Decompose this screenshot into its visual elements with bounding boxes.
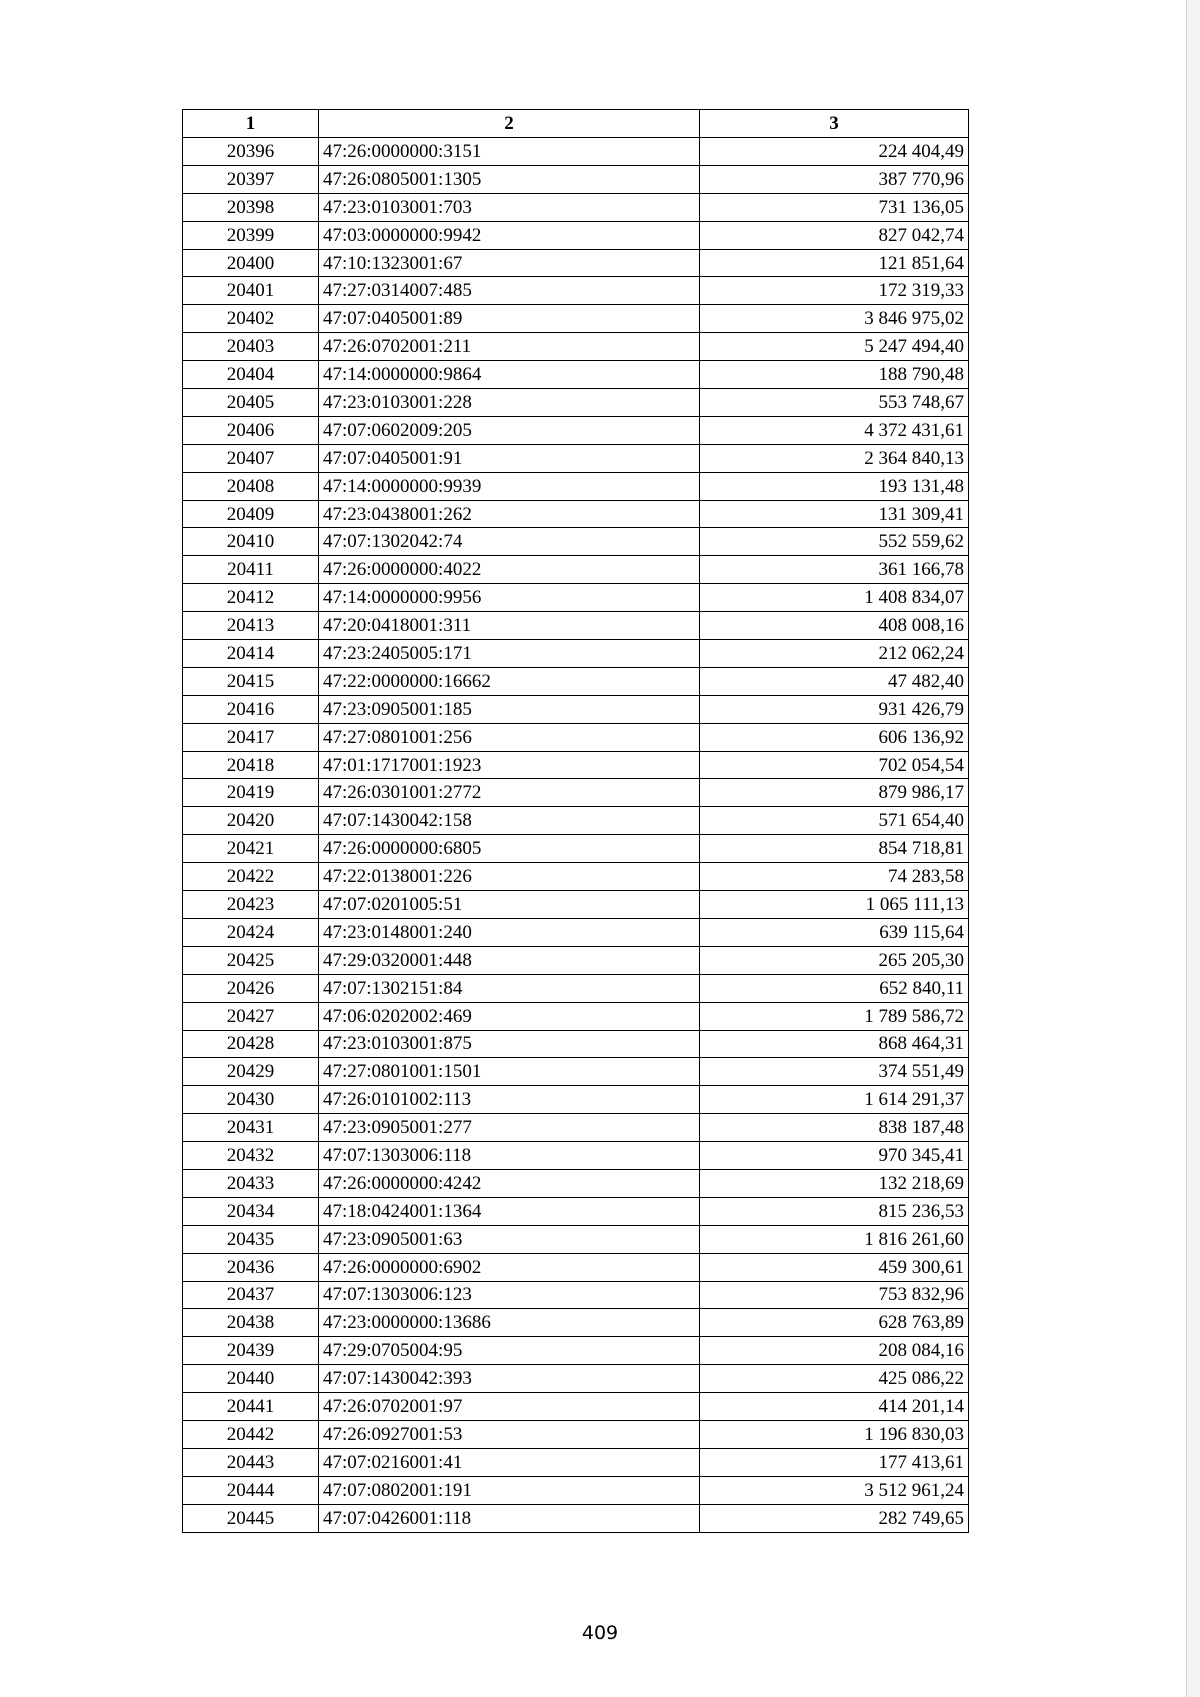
table-row	[183, 751, 969, 779]
row-number-cell: 20443	[183, 1448, 319, 1476]
page-number: 409	[581, 1622, 619, 1644]
cadastral-number-cell: 47:03:0000000:9942	[319, 221, 700, 249]
cadastral-number-cell: 47:26:0702001:97	[319, 1393, 700, 1421]
table-row	[183, 416, 969, 444]
value-cell: 4 372 431,61	[700, 416, 969, 444]
row-number-cell: 20430	[183, 1086, 319, 1114]
cadastral-number-cell: 47:26:0301001:2772	[319, 779, 700, 807]
column-header-1: 1	[183, 110, 319, 138]
table-row	[183, 1393, 969, 1421]
row-number-cell: 20421	[183, 835, 319, 863]
row-number-cell: 20399	[183, 221, 319, 249]
value-cell: 193 131,48	[700, 472, 969, 500]
value-cell: 1 816 261,60	[700, 1225, 969, 1253]
value-cell: 970 345,41	[700, 1142, 969, 1170]
table-body	[183, 138, 969, 1533]
value-cell: 47 482,40	[700, 667, 969, 695]
table-row	[183, 1114, 969, 1142]
cadastral-number-cell: 47:07:1302151:84	[319, 974, 700, 1002]
cadastral-number-cell: 47:07:1303006:118	[319, 1142, 700, 1170]
value-cell: 1 065 111,13	[700, 891, 969, 919]
value-cell: 731 136,05	[700, 193, 969, 221]
table-row	[183, 138, 969, 166]
value-cell: 224 404,49	[700, 138, 969, 166]
value-cell: 132 218,69	[700, 1169, 969, 1197]
cadastral-number-cell: 47:22:0138001:226	[319, 863, 700, 891]
cadastral-number-cell: 47:26:0000000:6805	[319, 835, 700, 863]
cadastral-number-cell: 47:27:0801001:1501	[319, 1058, 700, 1086]
row-number-cell: 20406	[183, 416, 319, 444]
value-cell: 208 084,16	[700, 1337, 969, 1365]
cadastral-number-cell: 47:23:0000000:13686	[319, 1309, 700, 1337]
value-cell: 459 300,61	[700, 1253, 969, 1281]
cadastral-number-cell: 47:23:0148001:240	[319, 918, 700, 946]
row-number-cell: 20425	[183, 946, 319, 974]
value-cell: 868 464,31	[700, 1030, 969, 1058]
value-cell: 3 846 975,02	[700, 305, 969, 333]
row-number-cell: 20434	[183, 1197, 319, 1225]
table-row	[183, 1420, 969, 1448]
cadastral-number-cell: 47:20:0418001:311	[319, 612, 700, 640]
cadastral-number-cell: 47:07:1303006:123	[319, 1281, 700, 1309]
value-cell: 571 654,40	[700, 807, 969, 835]
cadastral-number-cell: 47:23:2405005:171	[319, 640, 700, 668]
value-cell: 282 749,65	[700, 1504, 969, 1532]
cadastral-number-cell: 47:06:0202002:469	[319, 1002, 700, 1030]
table-row	[183, 1448, 969, 1476]
row-number-cell: 20438	[183, 1309, 319, 1337]
cadastral-number-cell: 47:26:0000000:4242	[319, 1169, 700, 1197]
cadastral-number-cell: 47:26:0000000:3151	[319, 138, 700, 166]
value-cell: 1 408 834,07	[700, 584, 969, 612]
value-cell: 1 614 291,37	[700, 1086, 969, 1114]
table-row	[183, 472, 969, 500]
row-number-cell: 20437	[183, 1281, 319, 1309]
table-row	[183, 612, 969, 640]
value-cell: 212 062,24	[700, 640, 969, 668]
row-number-cell: 20403	[183, 333, 319, 361]
table-row	[183, 1253, 969, 1281]
row-number-cell: 20424	[183, 918, 319, 946]
table-row	[183, 863, 969, 891]
cadastral-number-cell: 47:26:0927001:53	[319, 1420, 700, 1448]
value-cell: 374 551,49	[700, 1058, 969, 1086]
value-cell: 652 840,11	[700, 974, 969, 1002]
value-cell: 121 851,64	[700, 249, 969, 277]
cadastral-number-cell: 47:01:1717001:1923	[319, 751, 700, 779]
table-row	[183, 1169, 969, 1197]
row-number-cell: 20427	[183, 1002, 319, 1030]
row-number-cell: 20415	[183, 667, 319, 695]
table-row	[183, 1086, 969, 1114]
cadastral-number-cell: 47:27:0314007:485	[319, 277, 700, 305]
row-number-cell: 20429	[183, 1058, 319, 1086]
row-number-cell: 20416	[183, 695, 319, 723]
table-row	[183, 667, 969, 695]
table-row	[183, 556, 969, 584]
row-number-cell: 20428	[183, 1030, 319, 1058]
page-edge	[1186, 0, 1200, 1697]
data-table	[182, 109, 969, 1533]
value-cell: 553 748,67	[700, 389, 969, 417]
value-cell: 1 789 586,72	[700, 1002, 969, 1030]
row-number-cell: 20418	[183, 751, 319, 779]
header-row	[183, 110, 969, 138]
value-cell: 639 115,64	[700, 918, 969, 946]
row-number-cell: 20411	[183, 556, 319, 584]
value-cell: 815 236,53	[700, 1197, 969, 1225]
table-row	[183, 1309, 969, 1337]
cadastral-number-cell: 47:23:0905001:63	[319, 1225, 700, 1253]
value-cell: 361 166,78	[700, 556, 969, 584]
table-row	[183, 500, 969, 528]
value-cell: 74 283,58	[700, 863, 969, 891]
cadastral-number-cell: 47:07:1430042:393	[319, 1365, 700, 1393]
table-row	[183, 221, 969, 249]
cadastral-number-cell: 47:26:0101002:113	[319, 1086, 700, 1114]
value-cell: 131 309,41	[700, 500, 969, 528]
cadastral-number-cell: 47:26:0000000:6902	[319, 1253, 700, 1281]
cadastral-number-cell: 47:22:0000000:16662	[319, 667, 700, 695]
row-number-cell: 20417	[183, 723, 319, 751]
table-row	[183, 584, 969, 612]
table-row	[183, 444, 969, 472]
value-cell: 702 054,54	[700, 751, 969, 779]
table-row	[183, 807, 969, 835]
value-cell: 265 205,30	[700, 946, 969, 974]
row-number-cell: 20423	[183, 891, 319, 919]
table-row	[183, 305, 969, 333]
cadastral-number-cell: 47:23:0103001:703	[319, 193, 700, 221]
row-number-cell: 20396	[183, 138, 319, 166]
table-row	[183, 528, 969, 556]
cadastral-number-cell: 47:07:1302042:74	[319, 528, 700, 556]
cadastral-number-cell: 47:23:0103001:875	[319, 1030, 700, 1058]
table-row	[183, 249, 969, 277]
row-number-cell: 20440	[183, 1365, 319, 1393]
value-cell: 387 770,96	[700, 165, 969, 193]
table-row	[183, 779, 969, 807]
cadastral-number-cell: 47:23:0103001:228	[319, 389, 700, 417]
row-number-cell: 20413	[183, 612, 319, 640]
value-cell: 931 426,79	[700, 695, 969, 723]
table-row	[183, 918, 969, 946]
row-number-cell: 20404	[183, 361, 319, 389]
value-cell: 879 986,17	[700, 779, 969, 807]
cadastral-number-cell: 47:07:0426001:118	[319, 1504, 700, 1532]
table-row	[183, 723, 969, 751]
cadastral-number-cell: 47:07:0405001:91	[319, 444, 700, 472]
row-number-cell: 20419	[183, 779, 319, 807]
row-number-cell: 20420	[183, 807, 319, 835]
cadastral-number-cell: 47:26:0000000:4022	[319, 556, 700, 584]
table-row	[183, 1225, 969, 1253]
row-number-cell: 20444	[183, 1476, 319, 1504]
row-number-cell: 20407	[183, 444, 319, 472]
cadastral-number-cell: 47:26:0805001:1305	[319, 165, 700, 193]
cadastral-number-cell: 47:07:0201005:51	[319, 891, 700, 919]
cadastral-number-cell: 47:14:0000000:9939	[319, 472, 700, 500]
table-row	[183, 389, 969, 417]
value-cell: 628 763,89	[700, 1309, 969, 1337]
cadastral-number-cell: 47:29:0705004:95	[319, 1337, 700, 1365]
cadastral-number-cell: 47:07:0405001:89	[319, 305, 700, 333]
cadastral-number-cell: 47:07:1430042:158	[319, 807, 700, 835]
table-row	[183, 1281, 969, 1309]
row-number-cell: 20441	[183, 1393, 319, 1421]
value-cell: 854 718,81	[700, 835, 969, 863]
cadastral-number-cell: 47:27:0801001:256	[319, 723, 700, 751]
value-cell: 3 512 961,24	[700, 1476, 969, 1504]
cadastral-number-cell: 47:07:0802001:191	[319, 1476, 700, 1504]
cadastral-number-cell: 47:23:0905001:277	[319, 1114, 700, 1142]
table-row	[183, 891, 969, 919]
row-number-cell: 20409	[183, 500, 319, 528]
row-number-cell: 20402	[183, 305, 319, 333]
row-number-cell: 20426	[183, 974, 319, 1002]
row-number-cell: 20401	[183, 277, 319, 305]
value-cell: 172 319,33	[700, 277, 969, 305]
table-row	[183, 165, 969, 193]
cadastral-number-cell: 47:07:0216001:41	[319, 1448, 700, 1476]
table-header	[183, 110, 969, 138]
row-number-cell: 20445	[183, 1504, 319, 1532]
table-row	[183, 333, 969, 361]
table-row	[183, 974, 969, 1002]
table-row	[183, 277, 969, 305]
cadastral-number-cell: 47:14:0000000:9956	[319, 584, 700, 612]
row-number-cell: 20442	[183, 1420, 319, 1448]
table-row	[183, 1504, 969, 1532]
table-row	[183, 1365, 969, 1393]
value-cell: 408 008,16	[700, 612, 969, 640]
value-cell: 5 247 494,40	[700, 333, 969, 361]
table-row	[183, 695, 969, 723]
value-cell: 827 042,74	[700, 221, 969, 249]
row-number-cell: 20397	[183, 165, 319, 193]
cadastral-number-cell: 47:10:1323001:67	[319, 249, 700, 277]
cadastral-number-cell: 47:14:0000000:9864	[319, 361, 700, 389]
table-row	[183, 946, 969, 974]
table-row	[183, 1030, 969, 1058]
row-number-cell: 20433	[183, 1169, 319, 1197]
row-number-cell: 20398	[183, 193, 319, 221]
table-row	[183, 640, 969, 668]
value-cell: 414 201,14	[700, 1393, 969, 1421]
cadastral-number-cell: 47:26:0702001:211	[319, 333, 700, 361]
row-number-cell: 20439	[183, 1337, 319, 1365]
table-row	[183, 1002, 969, 1030]
row-number-cell: 20436	[183, 1253, 319, 1281]
table-row	[183, 1337, 969, 1365]
table-row	[183, 361, 969, 389]
table-row	[183, 193, 969, 221]
value-cell: 177 413,61	[700, 1448, 969, 1476]
row-number-cell: 20410	[183, 528, 319, 556]
table-row	[183, 835, 969, 863]
cadastral-number-cell: 47:23:0438001:262	[319, 500, 700, 528]
column-header-3: 3	[700, 110, 969, 138]
row-number-cell: 20408	[183, 472, 319, 500]
table-row	[183, 1476, 969, 1504]
row-number-cell: 20405	[183, 389, 319, 417]
row-number-cell: 20414	[183, 640, 319, 668]
cadastral-number-cell: 47:29:0320001:448	[319, 946, 700, 974]
column-header-2: 2	[319, 110, 700, 138]
table-row	[183, 1197, 969, 1225]
value-cell: 2 364 840,13	[700, 444, 969, 472]
value-cell: 1 196 830,03	[700, 1420, 969, 1448]
row-number-cell: 20431	[183, 1114, 319, 1142]
value-cell: 606 136,92	[700, 723, 969, 751]
value-cell: 753 832,96	[700, 1281, 969, 1309]
row-number-cell: 20422	[183, 863, 319, 891]
value-cell: 552 559,62	[700, 528, 969, 556]
row-number-cell: 20400	[183, 249, 319, 277]
cadastral-number-cell: 47:07:0602009:205	[319, 416, 700, 444]
table-row	[183, 1142, 969, 1170]
table-row	[183, 1058, 969, 1086]
cadastral-number-cell: 47:18:0424001:1364	[319, 1197, 700, 1225]
cadastral-number-cell: 47:23:0905001:185	[319, 695, 700, 723]
row-number-cell: 20432	[183, 1142, 319, 1170]
value-cell: 188 790,48	[700, 361, 969, 389]
value-cell: 838 187,48	[700, 1114, 969, 1142]
row-number-cell: 20412	[183, 584, 319, 612]
row-number-cell: 20435	[183, 1225, 319, 1253]
value-cell: 425 086,22	[700, 1365, 969, 1393]
